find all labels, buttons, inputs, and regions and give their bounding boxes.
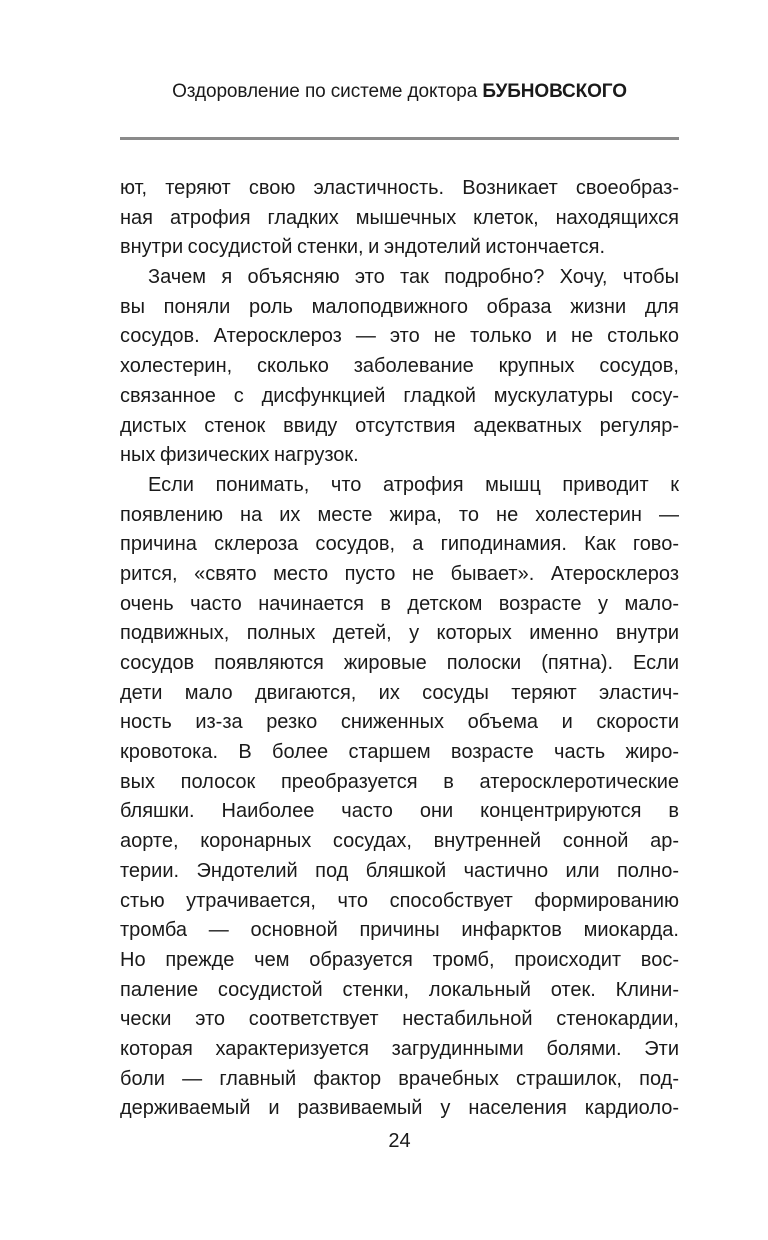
text-line: аорте, коронарных сосудах, внутренней сонной ар- [120, 830, 679, 853]
text-line: тромба — основной причины инфарктов миокарда. [120, 919, 679, 942]
text-line: паление сосудистой стенки, локальный отек. Клини- [120, 978, 679, 1001]
header-rule [120, 137, 679, 140]
paragraph-first-line: Если понимать, что атрофия мышц приводит к [148, 473, 679, 496]
text-line: подвижных, полных детей, у которых именно внутри [120, 622, 679, 645]
text-line: кровотока. В более старшем возрасте часть жиро- [120, 741, 679, 764]
text-line: вых полосок преобразуется в атеросклеротические [120, 770, 679, 793]
text-line: сосудов появляются жировые полоски (пятна). Если [120, 652, 679, 674]
text-line: бляшки. Наиболее часто они концентрируются в [120, 800, 679, 823]
text-line: сосудов. Атеросклероз — это не только и не столько [120, 325, 679, 348]
page-number: 24 [388, 1130, 411, 1152]
running-head [120, 79, 679, 105]
text-line: очень часто начинается в детском возрасте у мало- [120, 592, 679, 615]
text-line: дети мало двигаются, их сосуды теряют эластич- [120, 681, 679, 704]
text-line: ность из-за резко сниженных объема и скорости [120, 711, 679, 734]
text-line: холестерин, сколько заболевание крупных сосудов, [120, 355, 679, 378]
body-text [120, 174, 679, 1124]
text-line: ных физических нагрузок. [120, 444, 359, 467]
running-head-author: БУБНОВСКОГО [482, 81, 627, 102]
text-line: дистых стенок ввиду отсутствия адекватных регуляр- [120, 414, 679, 437]
text-line: причина склероза сосудов, а гиподинамия. Как гово- [120, 533, 679, 556]
text-line: рится, «свято место пусто не бывает». Атеросклероз [120, 562, 679, 585]
text-line: боли — главный фактор врачебных страшилок, под- [120, 1067, 679, 1090]
text-line: ют, теряют свою эластичность. Возникает своеобраз- [120, 177, 679, 199]
text-line: стью утрачивается, что способствует формированию [120, 889, 679, 912]
running-head-title: Оздоровление по системе доктора [172, 81, 478, 102]
text-line: Но прежде чем образуется тромб, происходит вос- [120, 948, 679, 971]
text-line: появлению на их месте жира, то не холестерин — [120, 503, 679, 526]
text-line: которая характеризуется загрудинными болями. Эти [120, 1037, 679, 1060]
paragraph-first-line: Зачем я объясняю это так подробно? Хочу, чтобы [148, 266, 679, 289]
text-line: чески это соответствует нестабильной стенокардии, [120, 1008, 679, 1031]
text-line: вы поняли роль малоподвижного образа жизни для [120, 295, 679, 318]
text-line: ная атрофия гладких мышечных клеток, находящихся [120, 206, 679, 229]
text-line: внутри сосудистой стенки, и эндотелий истончается. [120, 236, 606, 259]
text-line: терии. Эндотелий под бляшкой частично или полно- [120, 859, 679, 882]
text-line: связанное с дисфункцией гладкой мускулатуры сосу- [120, 384, 679, 407]
text-line: держиваемый и развиваемый у населения кардиоло- [120, 1097, 679, 1120]
